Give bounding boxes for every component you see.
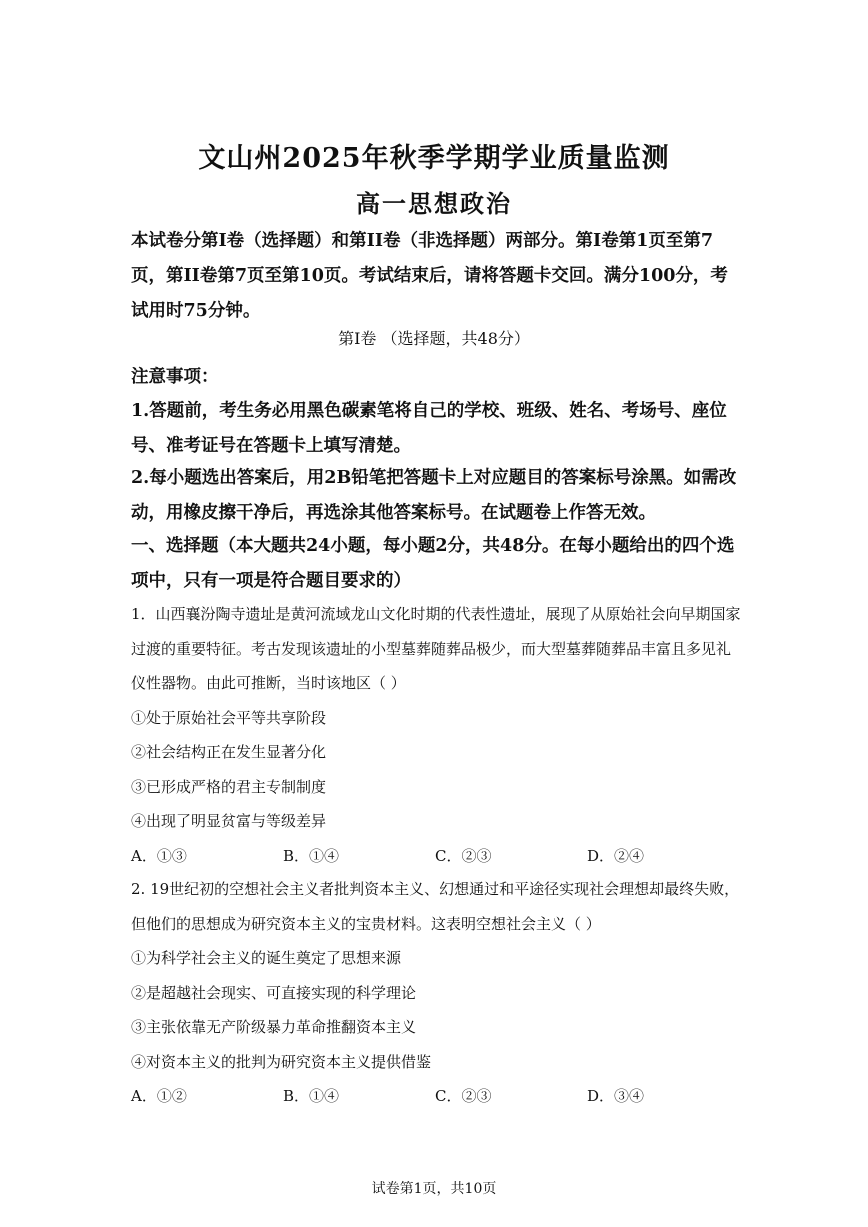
choice-d: D．③④ (587, 1087, 645, 1105)
answer-choices (131, 839, 743, 874)
statement-option: ④对资本主义的批判为研究资本主义提供借鉴 (131, 1052, 432, 1071)
section-heading: 第I卷 （选择题，共48分） (338, 329, 530, 348)
choice-b: B．①④ (283, 846, 340, 865)
notice-item-2: 2.每小题选出答案后，用2B铅笔把答题卡上对应题目的答案标号涂黑。如需改动，用橡皮擦干净后，再选涂其他答案标号。在试题卷上作答无效。 (131, 468, 737, 523)
answer-choices (131, 1079, 743, 1114)
statement-option: ③主张依靠无产阶级暴力革命推翻资本主义 (131, 1018, 417, 1036)
choice-c: C．②③ (435, 846, 492, 865)
notice-item-1: 1.答题前，考生务必用黑色碳素笔将自己的学校、班级、姓名、考场号、座位号、准考证号在答题卡上填写清楚。 (131, 401, 727, 456)
choice-a: A．①③ (131, 846, 187, 865)
page-subtitle: 高一思想政治 (356, 189, 512, 218)
exam-intro: 本试卷分第I卷（选择题）和第II卷（非选择题）两部分。第I卷第1页至第7页，第II卷第7页至第10页。考试结束后，请将答题卡交回。满分100分，考试用时75分钟。 (131, 231, 728, 321)
notice-label: 注意事项： (131, 367, 219, 387)
page-title: 文山州2025年秋季学期学业质量监测 (198, 143, 670, 174)
choice-d: D．②④ (587, 846, 645, 865)
statement-option: ①处于原始社会平等共享阶段 (131, 708, 327, 727)
statement-option: ②社会结构正在发生显著分化 (131, 743, 327, 761)
choice-a: A．①② (131, 1087, 187, 1105)
question-2 (131, 872, 743, 1114)
choice-c: C．②③ (435, 1087, 492, 1105)
page-footer: 试卷第1页，共10页 (371, 1181, 497, 1197)
question-stem: 2. 19世纪初的空想社会主义者批判资本主义、幻想通过和平途径实现社会理想却最终失败，但他们的思想成为研究资本主义的宝贵材料。这表明空想社会主义（ ） (131, 880, 740, 933)
statement-option: ②是超越社会现实、可直接实现的科学理论 (131, 983, 417, 1002)
part1-heading: 一、选择题（本大题共24小题，每小题2分，共48分。在每小题给出的四个选项中，只有一项是符合题目要求的） (131, 536, 735, 591)
question-1 (131, 597, 743, 873)
choice-b: B．①④ (283, 1087, 340, 1105)
statement-option: ④出现了明显贫富与等级差异 (131, 812, 327, 830)
statement-option: ③已形成严格的君主专制制度 (131, 777, 327, 796)
question-stem: 1．山西襄汾陶寺遗址是黄河流域龙山文化时期的代表性遗址，展现了从原始社会向早期国家过渡的重要特征。考古发现该遗址的小型墓葬随葬品极少，而大型墓葬随葬品丰富且多见礼仪性器物。由此可推断，当时该地区（ ） (131, 605, 741, 692)
statement-option: ①为科学社会主义的诞生奠定了思想来源 (131, 949, 402, 967)
